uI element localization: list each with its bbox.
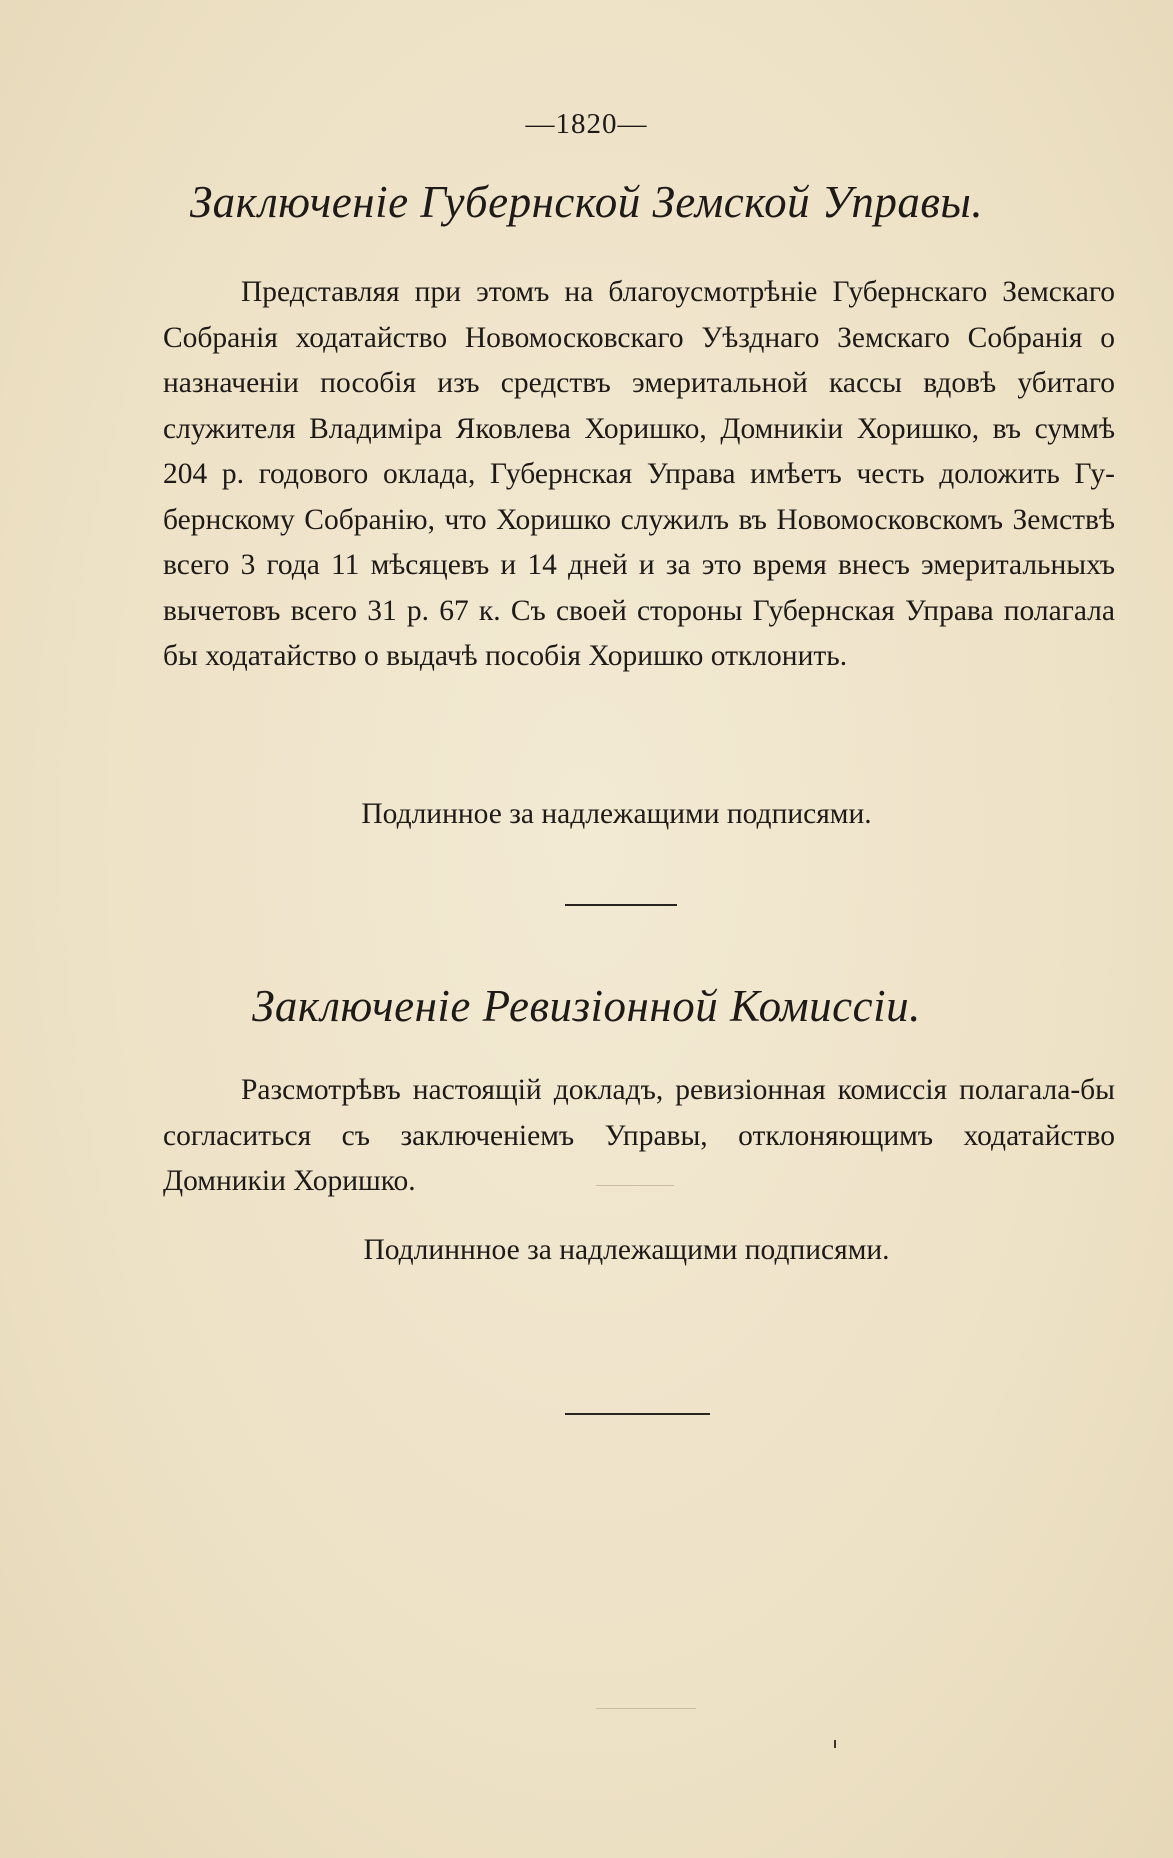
signature-note: Подлинное за надлежащими подписями. <box>361 798 872 830</box>
section-heading-provincial-board: Заключенiе Губернской Земской Управы. <box>189 177 984 227</box>
signature-note-2: Подлиннное за надлежащими подписями. <box>363 1234 890 1266</box>
paragraph-audit-commission: Разсмотрѣвъ настоящiй докладъ, ревизiонная комиссiя полагала-бы согласиться съ заключенiемъ Управы, отклоняющимъ ходатайство Домникiи Хоришко. <box>163 1074 1115 1197</box>
section-divider <box>565 904 677 906</box>
faint-line-2 <box>596 1708 696 1709</box>
page-number: —1820— <box>525 108 648 140</box>
end-divider <box>565 1413 710 1415</box>
paragraph-provincial-board: Представляя при этомъ на благоусмотрѣнiе Губернскаго Земскаго Собранiя ходатайство Новомосковскаго Уѣзднаго Земскаго Собранiя о назначенiи пособiя изъ средствъ эмеритальной кассы вдовѣ убитаго служителя Владимiра Яковлева Хоришко, Домникiи Хоришко, въ суммѣ 204 р. годового оклада, Губернская Управа имѣетъ честь доложить Губернскому Собранiю, что Хоришко служилъ въ Новомосковскомъ Земствѣ всего 3 года 11 мѣсяцевъ и 14 дней и за это время внесъ эмеритальныхъ вычетовъ всего 31 р. 67 к. Съ своей стороны Губернская Управа полагала бы ходатайство о выдачѣ пособiя Хоришко отклонить. <box>163 276 1115 672</box>
faint-line <box>596 1185 674 1186</box>
ink-mark <box>834 1740 836 1748</box>
section-heading-audit-commission: Заключенiе Ревизiонной Комиссiи. <box>252 981 921 1031</box>
